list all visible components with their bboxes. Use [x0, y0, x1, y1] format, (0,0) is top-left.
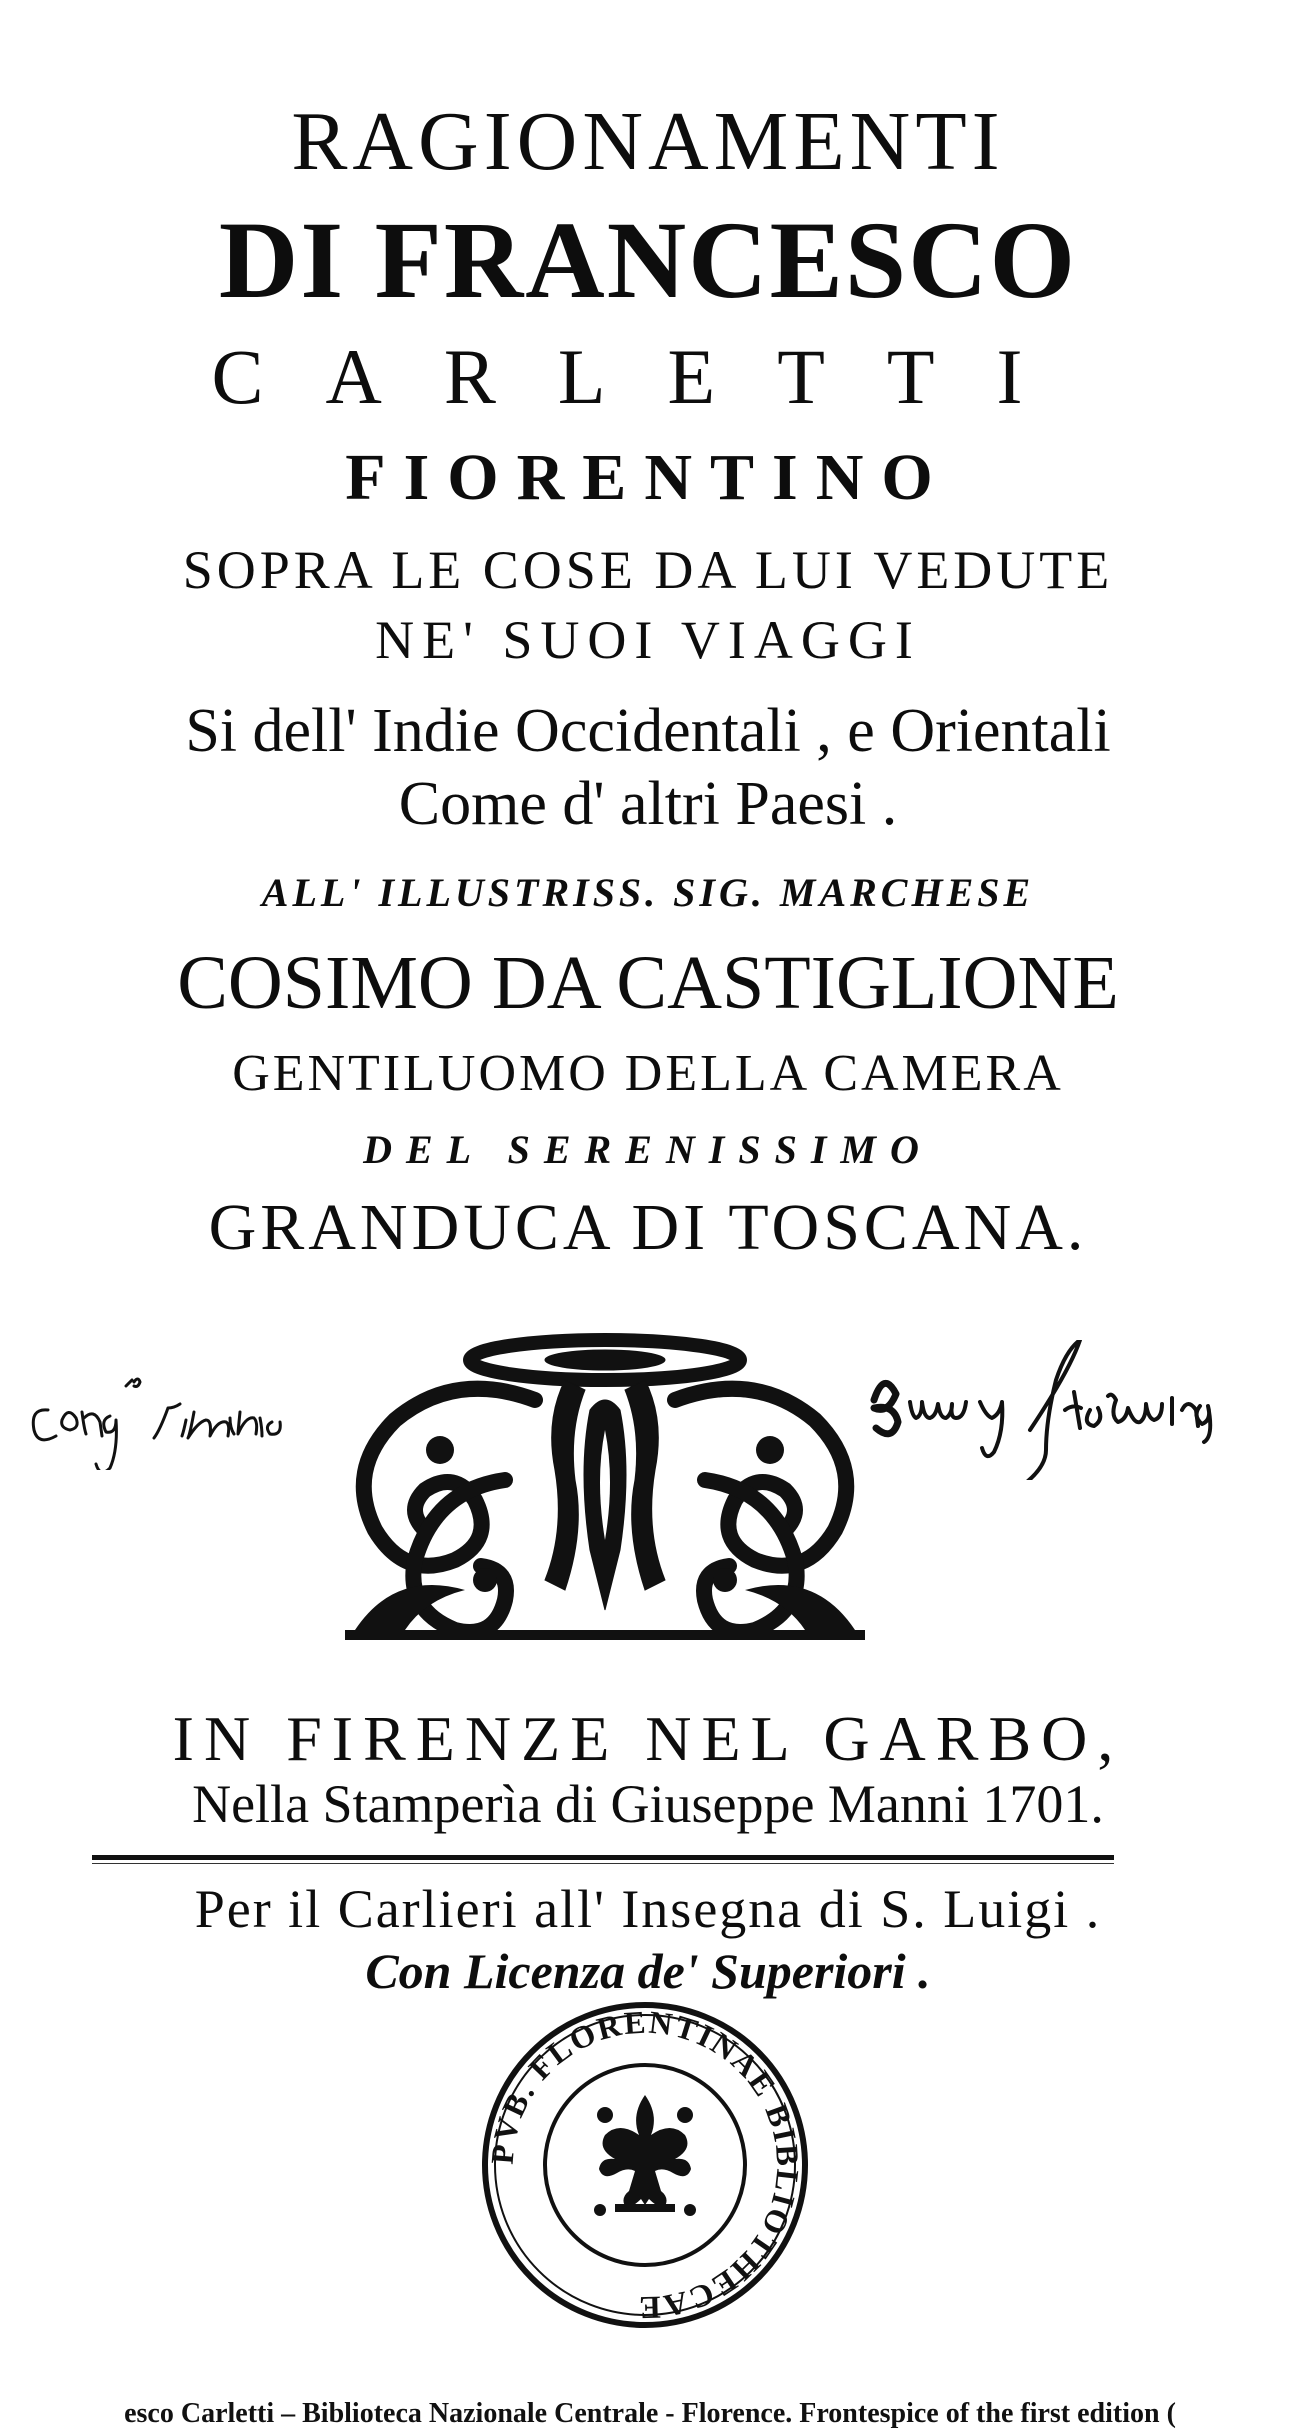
dedicatee-name: COSIMO DA CASTIGLIONE — [177, 941, 1119, 1025]
title-line-ragionamenti: RAGIONAMENTI — [291, 95, 1005, 188]
title-line-author-surname: CARLETTI — [211, 333, 1085, 420]
title-line-other-countries: Come d' altri Paesi . — [398, 770, 898, 838]
dedication-line: ALL' ILLUSTRISS. SIG. MARCHESE — [261, 870, 1035, 915]
library-stamp — [465, 2000, 825, 2330]
imprint-printer: Nella Stamperìa di Giuseppe Manni 1701. — [192, 1774, 1104, 1834]
imprint-place: IN FIRENZE NEL GARBO, — [172, 1703, 1124, 1774]
dedicatee-lord: GRANDUCA DI TOSCANA. — [208, 1191, 1088, 1264]
imprint-license: Con Licenza de' Superiori . — [365, 1943, 931, 1999]
handwritten-annotation-right — [860, 1340, 1280, 1480]
imprint-rule-thin — [92, 1863, 1114, 1864]
svg-text:PVB. FLORENTINAE BIBLIOTHECAE: PVB. FLORENTINAE BIBLIOTHECAE — [483, 2003, 807, 2327]
title-line-indies: Si dell' Indie Occidentali , e Orientali — [185, 697, 1111, 765]
imprint-rule-thick — [92, 1855, 1114, 1860]
title-line-subject: SOPRA LE COSE DA LUI VEDUTE — [182, 540, 1114, 600]
dedicatee-title: GENTILUOMO DELLA CAMERA — [232, 1045, 1064, 1102]
title-line-origin: FIORENTINO — [345, 441, 951, 514]
figure-caption: esco Carletti – Biblioteca Nazionale Centrale - Florence. Frontespice of the first edition ( — [124, 2398, 1176, 2429]
printer-ornament — [335, 1330, 875, 1665]
dedicatee-of: DEL SERENISSIMO — [363, 1127, 933, 1172]
title-line-author-given: DI FRANCESCO — [218, 199, 1078, 321]
title-line-travels: NE' SUOI VIAGGI — [375, 610, 921, 670]
imprint-seller: Per il Carlieri all' Insegna di S. Luigi . — [194, 1879, 1102, 1939]
handwritten-annotation-left — [18, 1350, 358, 1470]
